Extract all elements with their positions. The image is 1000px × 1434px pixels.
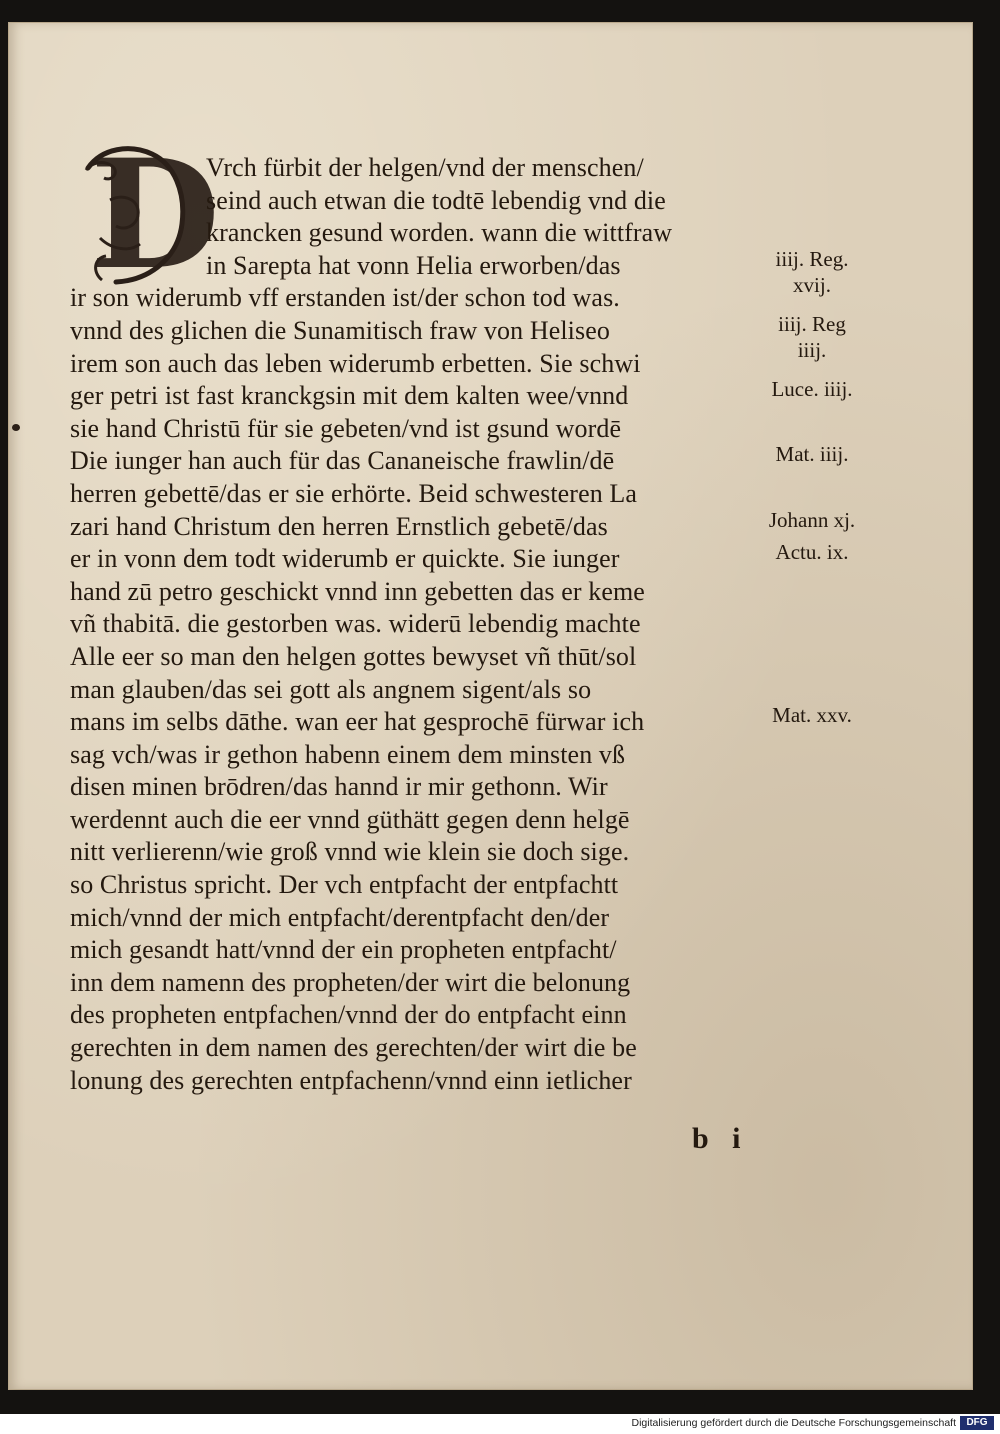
dfg-logo-icon: DFG (960, 1416, 994, 1430)
text-line: lonung des gerechten entpfachenn/vnnd einn ietlicher (70, 1065, 632, 1095)
footer-bar (0, 1414, 1000, 1434)
marginal-note: iiij. Reg. xvij. (775, 246, 849, 297)
signature-mark: b i (692, 1122, 749, 1155)
text-line: disen minen brōdren/das hannd ir mir gethonn. Wir (70, 772, 608, 802)
text-line: mans im selbs dāthe. wan eer hat gesprochē fürwar ich (70, 707, 645, 737)
text-line: ir son widerumb vff erstanden ist/der schon tod was. (70, 283, 620, 313)
text-line: herren gebettē/das er sie erhörte. Beid schwesteren La (70, 478, 638, 508)
text-line: zari hand Christum den herren Ernstlich gebetē/das (70, 511, 608, 541)
funding-credit: Digitalisierung gefördert durch die Deutsche Forschungsgemeinschaft (631, 1417, 956, 1429)
marginal-note: Mat. xxv. (772, 703, 852, 728)
text-line: werdennt auch die eer vnnd güthätt gegen denn helgē (70, 804, 630, 834)
text-line: man glauben/das sei gott als angnem sigent/als so (70, 674, 592, 704)
text-line: so Christus spricht. Der vch entpfacht der entpfachtt (70, 870, 619, 900)
text-line: nitt verlierenn/wie groß vnnd wie klein sie doch sige. (70, 837, 630, 867)
text-line: gerechten in dem namen des gerechten/der wirt die be (70, 1033, 637, 1063)
text-line: vñ thabitā. die gestorben was. widerū lebendig machte (70, 609, 641, 639)
initial-letter: D (90, 127, 217, 303)
text-line: inn dem namenn des propheten/der wirt die belonung (70, 967, 631, 997)
text-line: er in vonn dem todt widerumb er quickte. Sie iunger (70, 544, 620, 574)
text-line: sie hand Christū für sie gebeten/vnd ist gsund wordē (70, 413, 622, 443)
text-line: irem son auch das leben widerumb erbetten. Sie schwi (70, 348, 641, 378)
text-line: ger petri ist fast kranckgsin mit dem kalten wee/vnnd (70, 381, 629, 411)
text-line: Alle eer so man den helgen gottes bewyset vñ thūt/sol (70, 641, 637, 671)
main-text-block (70, 152, 760, 1097)
text-line: in Sarepta hat vonn Helia erworben/das (206, 250, 621, 280)
marginal-note: Mat. iiij. (775, 442, 849, 467)
book-page (8, 22, 973, 1390)
text-line: vnnd des glichen die Sunamitisch fraw von Heliseo (70, 315, 610, 345)
marginal-note: Luce. iiij. (771, 377, 853, 402)
text-line: Vrch fürbit der helgen/vnd der menschen/ (206, 153, 644, 182)
text-line: mich/vnnd der mich entpfacht/derentpfacht den/der (70, 902, 610, 932)
text-line: mich gesandt hatt/vnnd der ein propheten entpfacht/ (70, 935, 617, 965)
text-line: seind auch etwan die todtē lebendig vnd die (206, 185, 666, 215)
text-line: Die iunger han auch für das Cananeische frawlin/dē (70, 446, 615, 476)
text-line: krancken gesund worden. wann die wittfraw (206, 218, 673, 248)
marginal-note: iiij. Reg iiij. (778, 312, 846, 362)
marginal-note: Johann xj. (768, 507, 856, 532)
page-edge-mark (12, 424, 20, 431)
text-line: sag vch/was ir gethon habenn einem dem minsten vß (70, 739, 626, 769)
marginal-note: Actu. ix. (775, 540, 849, 565)
text-line: des propheten entpfachen/vnnd der do entpfacht einn (70, 1000, 627, 1030)
text-line: hand zū petro geschickt vnnd inn gebetten das er keme (70, 576, 645, 606)
